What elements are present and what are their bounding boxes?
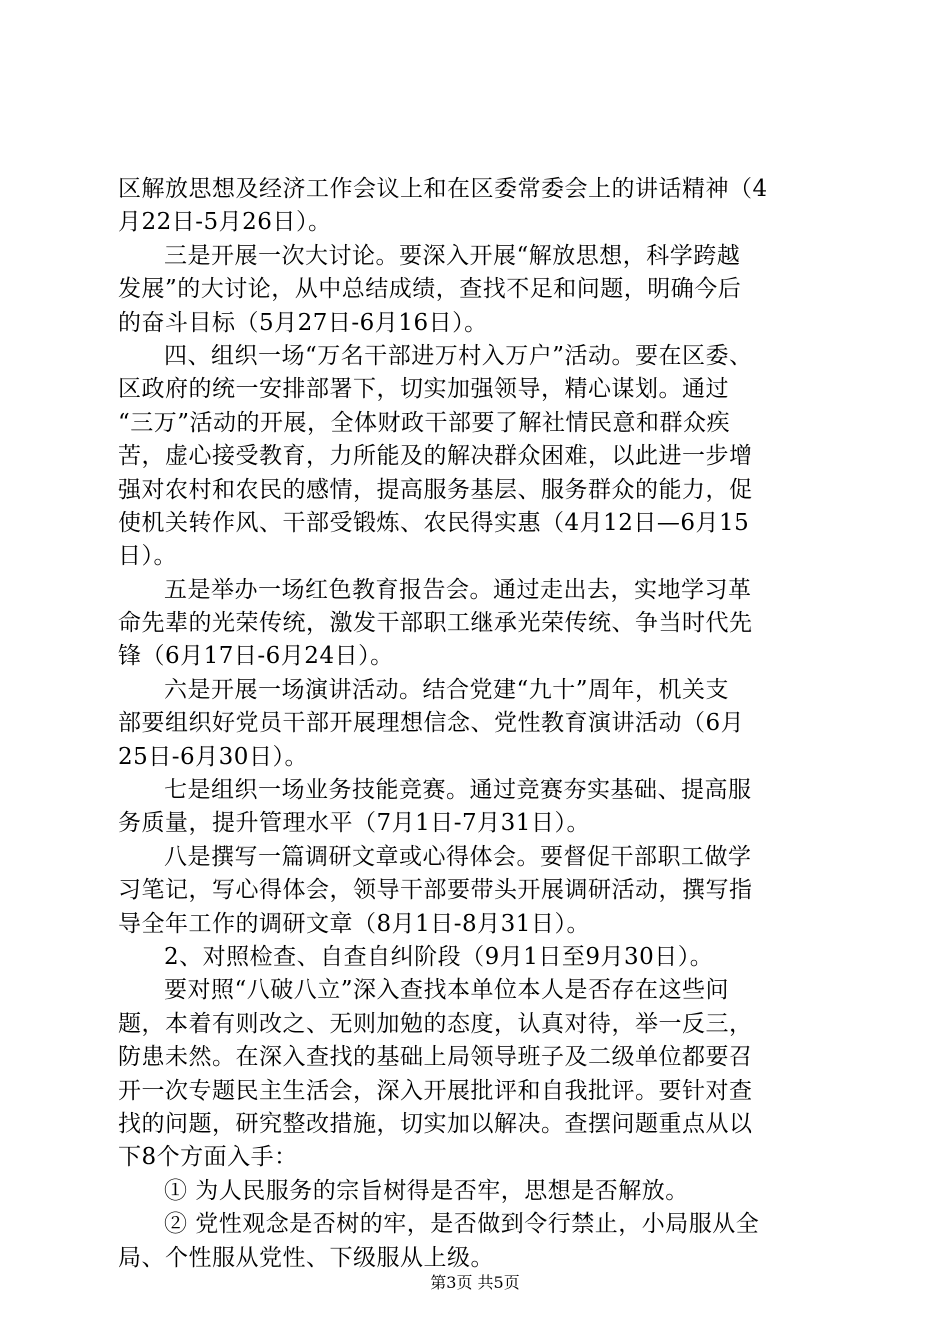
- text-line: 习笔记，写心得体会，领导干部要带头开展调研活动，撰写指: [118, 877, 753, 904]
- text-line: 六是开展一场演讲活动。结合党建“九十”周年，机关支: [164, 676, 730, 703]
- text-line: 题，本着有则改之、无则加勉的态度，认真对待，举一反三，: [118, 1010, 753, 1037]
- document-body: [118, 173, 858, 1275]
- text-line: 七是组织一场业务技能竞赛。通过竞赛夯实基础、提高服: [164, 777, 752, 804]
- list-item: ② 党性观念是否树的牢，是否做到令行禁止，小局服从全: [164, 1211, 760, 1238]
- text-line: 务质量，提升管理水平（7月1日-7月31日）。: [118, 810, 590, 837]
- text-line: 要对照“八破八立”深入查找本单位本人是否存在这些问: [164, 977, 730, 1004]
- text-line: 导全年工作的调研文章（8月1日-8月31日）。: [118, 910, 590, 937]
- text-line: 发展”的大讨论，从中总结成绩，查找不足和问题，明确今后: [118, 276, 742, 303]
- text-line: 局、个性服从党性、下级服从上级。: [118, 1244, 494, 1271]
- text-line: 区政府的统一安排部署下，切实加强领导，精心谋划。通过: [118, 376, 729, 403]
- list-item: ① 为人民服务的宗旨树得是否牢，思想是否解放。: [164, 1177, 689, 1204]
- text-line: 部要组织好党员干部开展理想信念、党性教育演讲活动（6月: [118, 710, 745, 737]
- text-line: 日）。: [118, 543, 177, 570]
- text-line: 强对农村和农民的感情，提高服务基层、服务群众的能力，促: [118, 476, 753, 503]
- page-number-footer: 第3页 共5页: [430, 1273, 520, 1292]
- text-line: 的奋斗目标（5月27日-6月16日）。: [118, 309, 488, 336]
- text-line: 找的问题，研究整改措施，切实加以解决。查摆问题重点从以: [118, 1110, 753, 1137]
- text-line: 苦，虚心接受教育，力所能及的解决群众困难，以此进一步增: [118, 443, 753, 470]
- text-line: 三是开展一次大讨论。要深入开展“解放思想，科学跨越: [164, 242, 741, 269]
- text-line: 五是举办一场红色教育报告会。通过走出去，实地学习革: [164, 576, 752, 603]
- text-line: 开一次专题民主生活会，深入开展批评和自我批评。要针对查: [118, 1077, 753, 1104]
- text-line: 防患未然。在深入查找的基础上局领导班子及二级单位都要召: [118, 1044, 753, 1071]
- text-line: 使机关转作风、干部受锻炼、农民得实惠（4月12日—6月15: [118, 509, 750, 536]
- text-line: 四、组织一场“万名干部进万村入万户”活动。要在区委、: [164, 342, 753, 369]
- section-heading: 2、对照检查、自查自纠阶段（9月1日至9月30日）。: [164, 943, 714, 970]
- text-line: 25日-6月30日）。: [118, 743, 308, 770]
- text-line: 月22日-5月26日）。: [118, 209, 332, 236]
- text-line: 下8个方面入手：: [118, 1144, 298, 1171]
- text-line: “三万”活动的开展，全体财政干部要了解社情民意和群众疾: [118, 409, 731, 436]
- text-line: 区解放思想及经济工作会议上和在区委常委会上的讲话精神（4: [118, 176, 768, 202]
- text-line: 命先辈的光荣传统，激发干部职工继承光荣传统、争当时代先: [118, 610, 753, 637]
- text-line: 八是撰写一篇调研文章或心得体会。要督促干部职工做学: [164, 843, 752, 870]
- text-line: 锋（6月17日-6月24日）。: [118, 643, 394, 670]
